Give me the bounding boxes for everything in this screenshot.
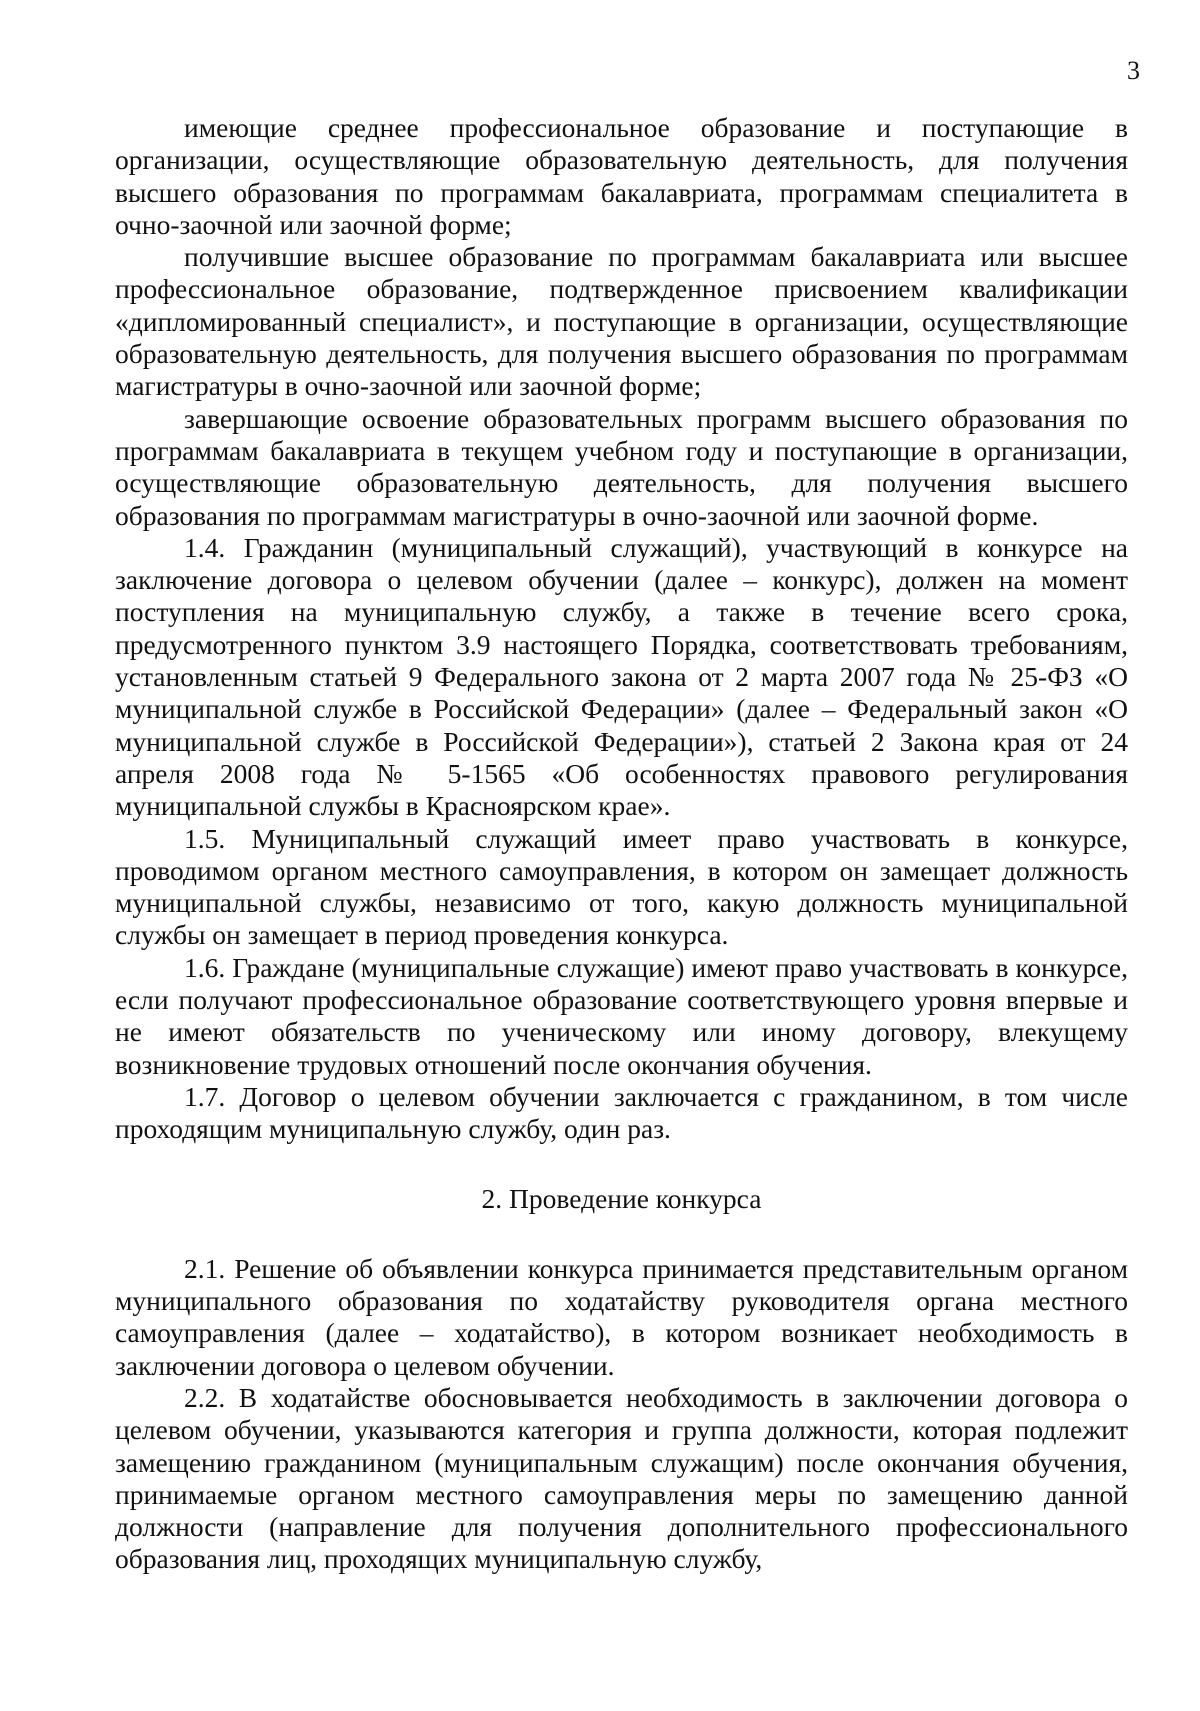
paragraph-clause-2-1: 2.1. Решение об объявлении конкурса принимается представительным органом муниципального образования по ходатайству руководителя органа местного самоуправления (далее – ходатайство), в котором возникает необходимость в заключении договора о целевом обучении.	[115, 1252, 1128, 1381]
paragraph-clause-1-6: 1.6. Граждане (муниципальные служащие) имеют право участвовать в конкурсе, если получают профессиональное образование соответствующего уровня впервые и не имеют обязательств по ученическому или иному договору, влекущему возникновение трудовых отношений после окончания обучения.	[115, 951, 1128, 1080]
section-heading: 2. Проведение конкурса	[481, 1182, 762, 1214]
paragraph-clause-1-4: 1.4. Гражданин (муниципальный служащий), участвующий в конкурсе на заключение договора о целевом обучении (далее – конкурс), должен на момент поступления на муниципальную службу, а также в течение всего срока, предусмотренного пунктом 3.9 настоящего Порядка, соответствовать требованиям, установленным статьей 9 Федерального закона от 2 марта 2007 года № 25-ФЗ «О муниципальной службе в Российской Федерации» (далее – Федеральный закон «О муниципальной службе в Российской Федерации»), статьей 2 Закона края от 24 апреля 2008 года № 5-1565 «Об особенностях правового регулирования муниципальной службы в Красноярском крае».	[115, 531, 1128, 822]
document-body	[115, 112, 1128, 1576]
paragraph-list-item-bachelor-completing: завершающие освоение образовательных программ высшего образования по программам бакалавриата в текущем учебном году и поступающие в организации, осуществляющие образовательную деятельность, для получения высшего образования по программам магистратуры в очно-заочной или заочной форме.	[115, 402, 1128, 531]
paragraph-clause-2-2: 2.2. В ходатайстве обосновывается необходимость в заключении договора о целевом обучении, указываются категория и группа должности, которая подлежит замещению гражданином (муниципальным служащим) после окончания обучения, принимаемые органом местного самоуправления меры по замещению данной должности (направление для получения дополнительного профессионального образования лиц, проходящих муниципальную службу,	[115, 1381, 1128, 1575]
paragraph-clause-1-7: 1.7. Договор о целевом обучении заключается с гражданином, в том числе проходящим муниципальную службу, один раз.	[115, 1080, 1128, 1145]
paragraph-list-item-secondary-education: имеющие среднее профессиональное образование и поступающие в организации, осуществляющие образовательную деятельность, для получения высшего образования по программам бакалавриата, программам специалитета в очно-заочной или заочной форме;	[115, 112, 1128, 240]
paragraph-clause-1-5: 1.5. Муниципальный служащий имеет право участвовать в конкурсе, проводимом органом местного самоуправления, в котором он замещает должность муниципальной службы, независимо от того, какую должность муниципальной службы он замещает в период проведения конкурса.	[115, 822, 1128, 951]
page-number: 3	[1127, 56, 1140, 85]
paragraph-list-item-higher-education: получившие высшее образование по программам бакалавриата или высшее профессиональное образование, подтвержденное присвоением квалификации «дипломированный специалист», и поступающие в организации, осуществляющие образовательную деятельность, для получения высшего образования по программам магистратуры в очно-заочной или заочной форме;	[115, 241, 1128, 402]
